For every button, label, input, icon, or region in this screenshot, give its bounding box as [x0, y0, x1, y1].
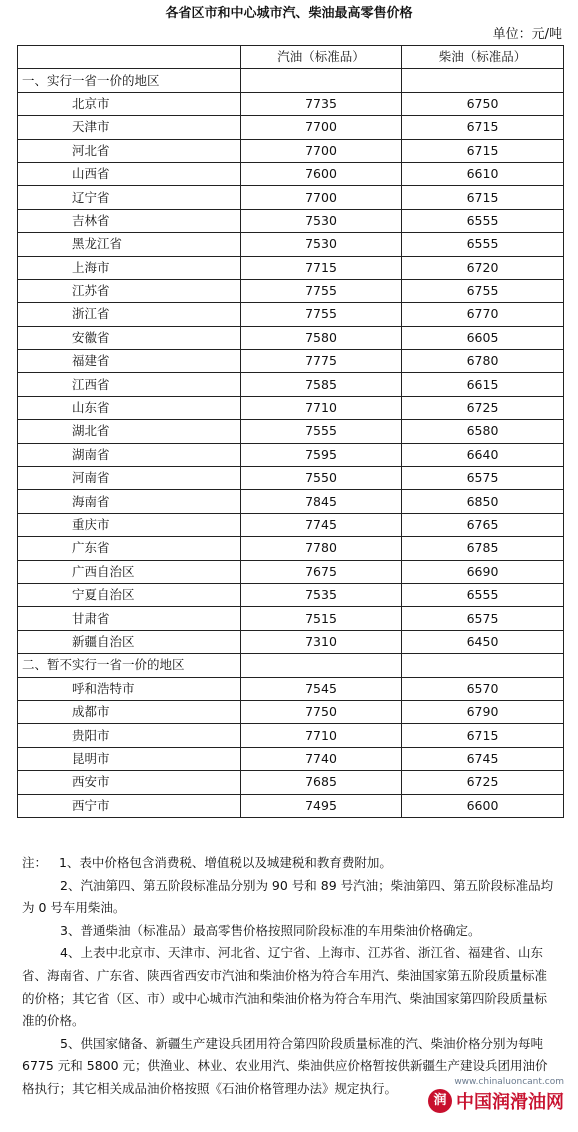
table-row [18, 396, 564, 419]
diesel-price: 6615 [402, 373, 564, 396]
region-name: 浙江省 [18, 303, 241, 326]
watermark [428, 1077, 564, 1114]
note-4: 4、上表中北京市、天津市、河北省、辽宁省、上海市、江苏省、浙江省、福建省、山东省、海南省、广东省、陕西省西安市汽油和柴油价格为符合车用汽、柴油国家第五阶段质量标准的价格；其它省（区、市）或中心城市汽油和柴油价格为符合车用汽、柴油国家第四阶段质量标准的价格。 [22, 945, 548, 1029]
gasoline-price: 7750 [241, 700, 402, 723]
table-row [18, 677, 564, 700]
note-5: 5、供国家储备、新疆生产建设兵团用符合第四阶段质量标准的汽、柴油价格分别为每吨 6775 元和 5800 元；供渔业、林业、农业用汽、柴油供应价格暂按供新疆生产建设兵团用油价格执行；其它相关成品油价格按照《石油价格管理办法》规定执行。 [22, 1035, 548, 1096]
table-row [18, 303, 564, 326]
table-row [18, 490, 564, 513]
diesel-price: 6715 [402, 116, 564, 139]
table-row [18, 139, 564, 162]
gasoline-price: 7710 [241, 396, 402, 419]
table-row [18, 420, 564, 443]
page-title: 各省区市和中心城市汽、柴油最高零售价格 [165, 6, 413, 21]
table-row [18, 700, 564, 723]
region-name: 黑龙江省 [18, 233, 241, 256]
note-2: 2、汽油第四、第五阶段标准品分别为 90 号和 89 号汽油；柴油第四、第五阶段标准品均为 0 号车用柴油。 [22, 877, 554, 916]
region-name: 吉林省 [18, 209, 241, 232]
gasoline-price: 7710 [241, 724, 402, 747]
region-name: 河南省 [18, 467, 241, 490]
gasoline-price: 7775 [241, 350, 402, 373]
region-name: 西安市 [18, 771, 241, 794]
diesel-price: 6690 [402, 560, 564, 583]
header-region [18, 46, 241, 69]
gasoline-price: 7550 [241, 467, 402, 490]
gasoline-price: 7715 [241, 256, 402, 279]
region-name: 江苏省 [18, 279, 241, 302]
diesel-price: 6770 [402, 303, 564, 326]
table-row [18, 607, 564, 630]
diesel-price: 6850 [402, 490, 564, 513]
price-table [17, 45, 564, 818]
diesel-price: 6605 [402, 326, 564, 349]
gasoline-price: 7845 [241, 490, 402, 513]
watermark-brand [428, 1088, 564, 1114]
region-name: 昆明市 [18, 747, 241, 770]
diesel-price: 6555 [402, 209, 564, 232]
diesel-price: 6715 [402, 139, 564, 162]
table-row [18, 326, 564, 349]
gasoline-price: 7675 [241, 560, 402, 583]
unit-label: 单位：元/吨 [492, 27, 562, 42]
region-name: 北京市 [18, 92, 241, 115]
gasoline-price: 7755 [241, 303, 402, 326]
region-name: 辽宁省 [18, 186, 241, 209]
gasoline-price: 7735 [241, 92, 402, 115]
section-row [18, 654, 564, 677]
diesel-price: 6575 [402, 467, 564, 490]
gasoline-price: 7600 [241, 162, 402, 185]
region-name: 广东省 [18, 537, 241, 560]
gasoline-price: 7495 [241, 794, 402, 817]
table-row [18, 724, 564, 747]
table-row [18, 162, 564, 185]
diesel-price: 6765 [402, 513, 564, 536]
table-row [18, 771, 564, 794]
diesel-price: 6780 [402, 350, 564, 373]
section-row [18, 69, 564, 92]
diesel-price: 6580 [402, 420, 564, 443]
watermark-logo-icon: 润 [428, 1089, 452, 1113]
header-diesel: 柴油（标准品） [402, 46, 564, 69]
table-row [18, 373, 564, 396]
gasoline-price: 7685 [241, 771, 402, 794]
header-gasoline: 汽油（标准品） [241, 46, 402, 69]
gasoline-price: 7700 [241, 186, 402, 209]
diesel-cell [402, 69, 564, 92]
region-name: 西宁市 [18, 794, 241, 817]
region-name: 湖北省 [18, 420, 241, 443]
table-row [18, 443, 564, 466]
diesel-price: 6555 [402, 233, 564, 256]
gasoline-price: 7745 [241, 513, 402, 536]
diesel-price: 6555 [402, 583, 564, 606]
diesel-price: 6755 [402, 279, 564, 302]
diesel-price: 6600 [402, 794, 564, 817]
region-name: 山东省 [18, 396, 241, 419]
watermark-brand-text: 中国润滑油网 [456, 1092, 564, 1113]
table-row [18, 209, 564, 232]
note-3: 3、普通柴油（标准品）最高零售价格按照同阶段标准的车用柴油价格确定。 [60, 922, 481, 938]
note-1: 注： 1、表中价格包含消费税、增值税以及城建税和教育费附加。 [22, 855, 392, 870]
gasoline-price: 7530 [241, 233, 402, 256]
table-row [18, 256, 564, 279]
region-name: 新疆自治区 [18, 630, 241, 653]
region-name: 山西省 [18, 162, 241, 185]
gasoline-cell [241, 654, 402, 677]
gasoline-price: 7740 [241, 747, 402, 770]
region-name: 福建省 [18, 350, 241, 373]
diesel-price: 6720 [402, 256, 564, 279]
gasoline-price: 7700 [241, 139, 402, 162]
diesel-price: 6725 [402, 396, 564, 419]
table-row [18, 116, 564, 139]
diesel-price: 6610 [402, 162, 564, 185]
table-row [18, 92, 564, 115]
table-row [18, 279, 564, 302]
gasoline-price: 7515 [241, 607, 402, 630]
region-name: 安徽省 [18, 326, 241, 349]
region-name: 湖南省 [18, 443, 241, 466]
region-name: 江西省 [18, 373, 241, 396]
diesel-price: 6715 [402, 186, 564, 209]
region-name: 宁夏自治区 [18, 583, 241, 606]
region-name: 海南省 [18, 490, 241, 513]
table-row [18, 467, 564, 490]
region-name: 重庆市 [18, 513, 241, 536]
section-label: 一、实行一省一价的地区 [18, 69, 241, 92]
diesel-price: 6745 [402, 747, 564, 770]
region-name: 甘肃省 [18, 607, 241, 630]
diesel-cell [402, 654, 564, 677]
gasoline-price: 7530 [241, 209, 402, 232]
diesel-price: 6715 [402, 724, 564, 747]
notes [22, 852, 558, 1101]
section-label: 二、暂不实行一省一价的地区 [18, 654, 241, 677]
table-row [18, 630, 564, 653]
diesel-price: 6790 [402, 700, 564, 723]
region-name: 呼和浩特市 [18, 677, 241, 700]
gasoline-price: 7310 [241, 630, 402, 653]
gasoline-price: 7780 [241, 537, 402, 560]
region-name: 广西自治区 [18, 560, 241, 583]
table-row [18, 186, 564, 209]
diesel-price: 6725 [402, 771, 564, 794]
gasoline-price: 7700 [241, 116, 402, 139]
region-name: 贵阳市 [18, 724, 241, 747]
table-row [18, 513, 564, 536]
table-row [18, 537, 564, 560]
gasoline-price: 7585 [241, 373, 402, 396]
diesel-price: 6640 [402, 443, 564, 466]
gasoline-price: 7595 [241, 443, 402, 466]
gasoline-price: 7580 [241, 326, 402, 349]
gasoline-price: 7545 [241, 677, 402, 700]
diesel-price: 6570 [402, 677, 564, 700]
notes-lead: 注： [22, 855, 48, 870]
diesel-price: 6575 [402, 607, 564, 630]
region-name: 河北省 [18, 139, 241, 162]
watermark-url: www.chinaluoncant.com [454, 1077, 564, 1087]
gasoline-price: 7755 [241, 279, 402, 302]
table-row [18, 794, 564, 817]
table-row [18, 747, 564, 770]
table-row [18, 350, 564, 373]
table-row [18, 560, 564, 583]
gasoline-cell [241, 69, 402, 92]
table-header-row [18, 46, 564, 69]
gasoline-price: 7555 [241, 420, 402, 443]
region-name: 天津市 [18, 116, 241, 139]
table-row [18, 583, 564, 606]
gasoline-price: 7535 [241, 583, 402, 606]
diesel-price: 6750 [402, 92, 564, 115]
table-row [18, 233, 564, 256]
diesel-price: 6450 [402, 630, 564, 653]
diesel-price: 6785 [402, 537, 564, 560]
region-name: 上海市 [18, 256, 241, 279]
region-name: 成都市 [18, 700, 241, 723]
